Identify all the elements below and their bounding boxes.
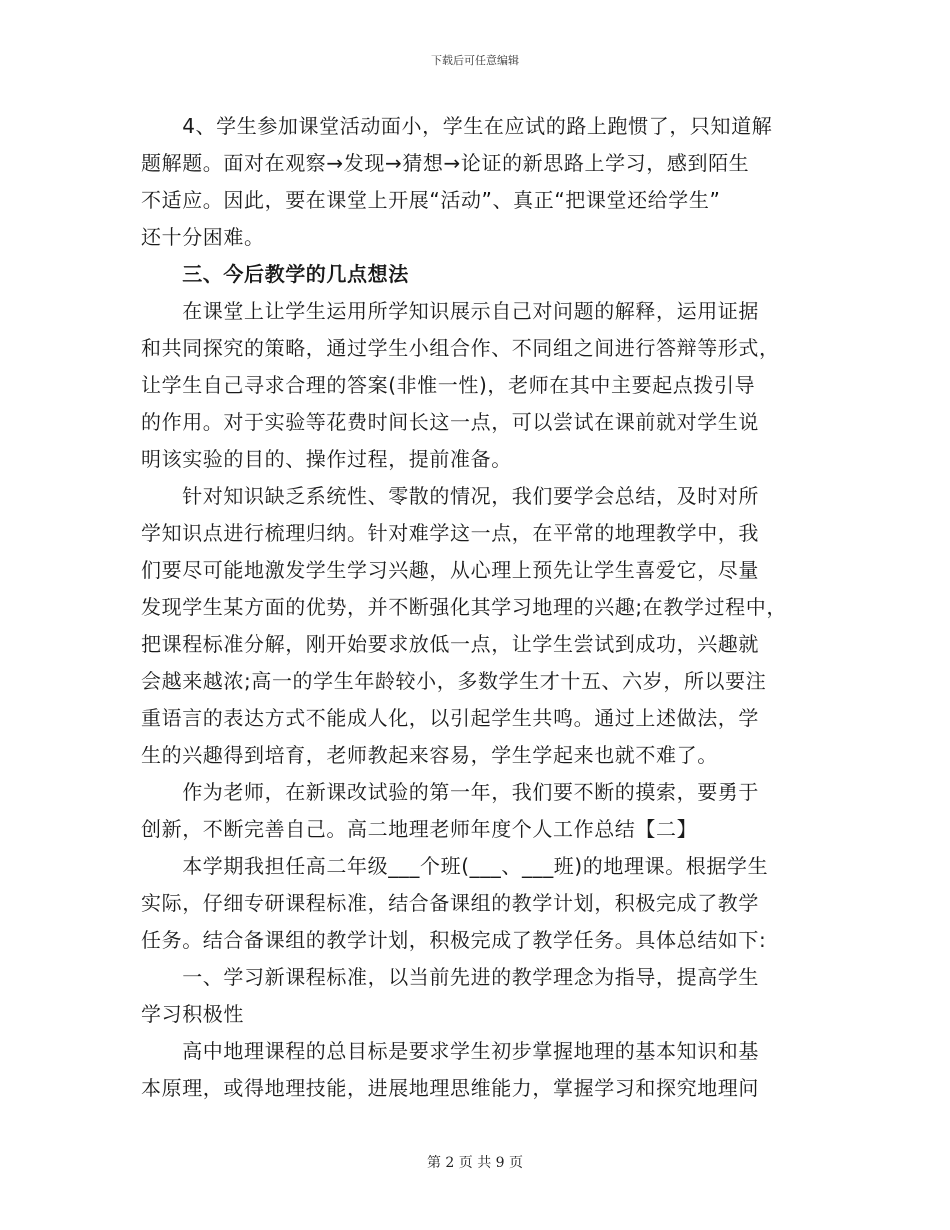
text-line: 作为老师，在新课改试验的第一年，我们要不断的摸索，要勇于 <box>141 780 759 804</box>
page-header: 下载后可任意编辑 <box>431 54 519 67</box>
text-line: 学习积极性 <box>141 1002 244 1026</box>
text-line: 明该实验的目的、操作过程，提前准备。 <box>141 447 512 471</box>
text-line: 针对知识缺乏系统性、零散的情况，我们要学会总结，及时对所 <box>141 484 759 508</box>
text-line: 学知识点进行梳理归纳。针对难学这一点，在平常的地理教学中，我 <box>141 521 759 545</box>
text-line: 题解题。面对在观察→发现→猜想→论证的新思路上学习，感到陌生 <box>141 151 750 175</box>
text-line: 会越来越浓;高一的学生年龄较小，多数学生才十五、六岁，所以要注 <box>141 669 767 693</box>
text-line: 一、学习新课程标准，以当前先进的教学理念为指导，提高学生 <box>141 965 759 989</box>
text-line: 生的兴趣得到培育，老师教起来容易，学生学起来也就不难了。 <box>141 743 718 767</box>
text-line: 和共同探究的策略，通过学生小组合作、不同组之间进行答辩等形式， <box>141 336 780 360</box>
text-line: 实际，仔细专研课程标准，结合备课组的教学计划，积极完成了教学 <box>141 891 759 915</box>
text-line: 本学期我担任高二年级___个班(___、___班)的地理课。根据学生 <box>141 854 769 878</box>
text-line: 创新，不断完善自己。高二地理老师年度个人工作总结【二】 <box>141 817 698 841</box>
text-line: 不适应。因此，要在课堂上开展“活动”、真正“把课堂还给学生” <box>141 188 721 212</box>
text-line: 重语言的表达方式不能成人化，以引起学生共鸣。通过上述做法，学 <box>141 706 759 730</box>
text-line: 发现学生某方面的优势，并不断强化其学习地理的兴趣;在教学过程中， <box>141 595 787 619</box>
text-line: 4、学生参加课堂活动面小，学生在应试的路上跑惯了，只知道解 <box>141 114 773 138</box>
page-number: 第 2 页 共 9 页 <box>426 1155 524 1171</box>
text-line: 把课程标准分解，刚开始要求放低一点，让学生尝试到成功，兴趣就 <box>141 632 759 656</box>
text-line: 本原理，或得地理技能，进展地理思维能力，掌握学习和探究地理问 <box>141 1076 759 1100</box>
section-heading: 三、今后教学的几点想法 <box>141 262 409 286</box>
text-line: 们要尽可能地激发学生学习兴趣，从心理上预先让学生喜爱它，尽量 <box>141 558 759 582</box>
text-line: 任务。结合备课组的教学计划，积极完成了教学任务。具体总结如下: <box>141 928 767 952</box>
text-line: 在课堂上让学生运用所学知识展示自己对问题的解释，运用证据 <box>141 299 759 323</box>
text-line: 高中地理课程的总目标是要求学生初步掌握地理的基本知识和基 <box>141 1039 759 1063</box>
text-line: 让学生自己寻求合理的答案(非惟一性)，老师在其中主要起点拨引导 <box>141 373 756 397</box>
text-line: 的作用。对于实验等花费时间长这一点，可以尝试在课前就对学生说 <box>141 410 759 434</box>
text-line: 还十分困难。 <box>141 225 265 249</box>
